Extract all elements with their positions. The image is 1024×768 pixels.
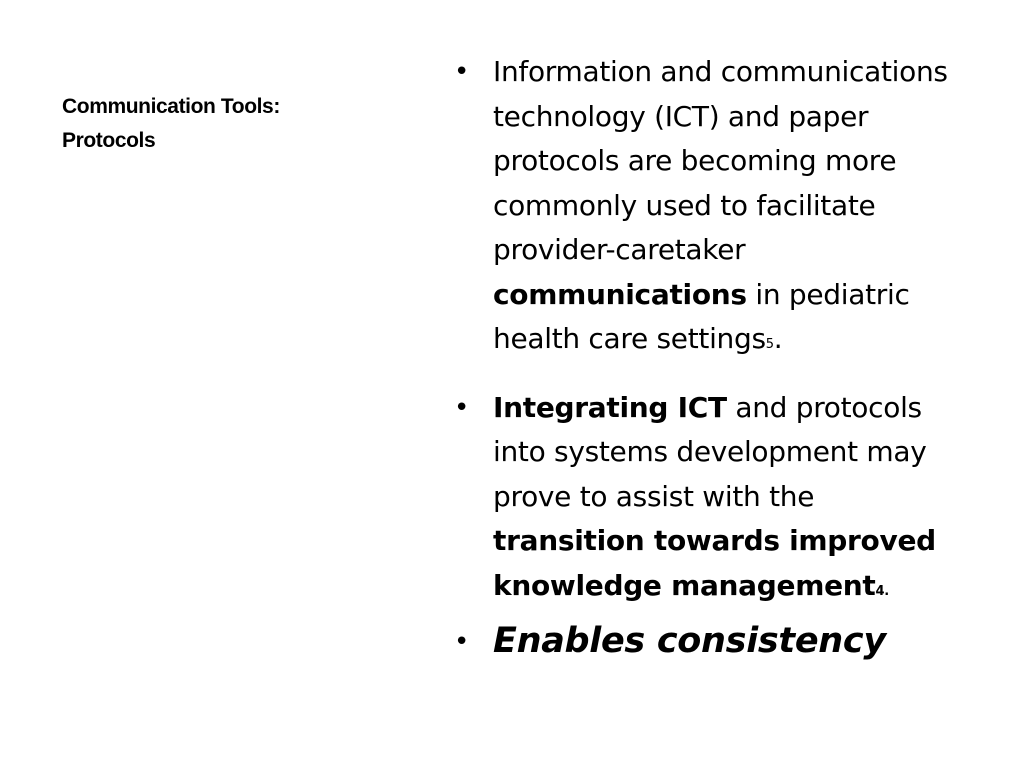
bullet-text: in pediatric health care settings — [493, 277, 910, 355]
bullet-bold-text: transition towards improved knowledge management — [493, 524, 936, 602]
bullet-text: Information and communications technology (ICT) and paper protocols are becoming more commonly used to facilitate provider-caretaker — [493, 55, 948, 266]
slide-title — [62, 90, 402, 158]
bullet-bold-text: Integrating ICT — [493, 390, 727, 424]
bullet-marker: • — [454, 627, 470, 657]
bullet-item-integrating-ict — [450, 386, 970, 609]
bullet-marker: • — [454, 57, 470, 87]
bullet-marker: • — [454, 392, 470, 423]
slide-title-line-2: Protocols — [62, 129, 156, 152]
slide-title-line-1: Communication Tools: — [62, 95, 280, 118]
bullet-text: and protocols into systems development may prove to assist with the — [493, 390, 927, 513]
bullet-item-enables-consistency — [450, 616, 970, 666]
bullet-bold-text: communications — [493, 277, 747, 311]
bullet-text: . — [773, 322, 783, 355]
bullet-emphasis-text: Enables consistency — [493, 621, 886, 661]
citation-number: 4. — [875, 583, 889, 599]
bullet-list — [450, 50, 970, 666]
citation-number: 5 — [765, 337, 774, 352]
bullet-item-ict-protocols — [450, 50, 970, 362]
